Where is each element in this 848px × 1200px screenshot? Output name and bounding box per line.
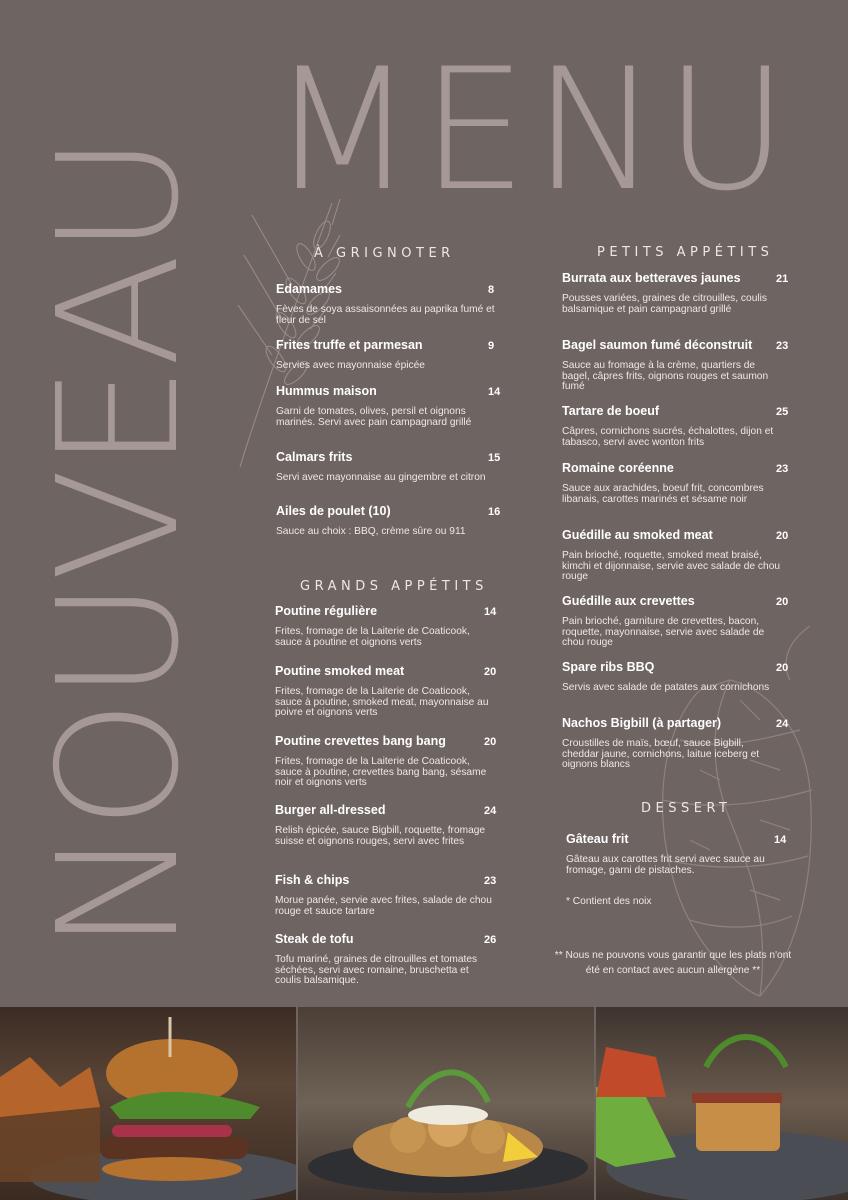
menu-item — [276, 282, 496, 326]
menu-title: MENU — [270, 32, 794, 228]
menu-item-name: Bagel saumon fumé déconstruit — [562, 338, 753, 352]
menu-item — [275, 803, 495, 847]
menu-item-description: Servies avec mayonnaise épicée — [276, 360, 425, 371]
menu-item — [562, 528, 789, 583]
menu-item-description: Sauce aux arachides, boeuf frit, concombres libanais, carottes marinés et sésame noir — [562, 483, 764, 505]
menu-item-name: Guédille aux crevettes — [562, 594, 695, 608]
menu-item-name: Poutine crevettes bang bang — [275, 734, 446, 748]
menu-item-price: 9 — [488, 340, 495, 352]
menu-item-name: Burrata aux betteraves jaunes — [562, 271, 741, 285]
menu-item-description: Fèves de soya assaisonnées au paprika fumé et fleur de sel — [276, 304, 495, 326]
nuts-note: * Contient des noix — [566, 896, 652, 907]
menu-item — [276, 450, 501, 484]
menu-item-price: 23 — [776, 340, 789, 352]
menu-item-price: 26 — [484, 934, 497, 946]
menu-item-name: Nachos Bigbill (à partager) — [562, 716, 722, 730]
menu-item — [276, 338, 496, 372]
menu-item — [562, 461, 789, 505]
menu-item-description: Servis avec salade de patates aux cornichons — [562, 682, 770, 693]
menu-item-description: Gâteau aux carottes frit servi avec sauce au fromage, garni de pistaches. — [566, 854, 765, 876]
menu-item-name: Ailes de poulet (10) — [276, 504, 391, 518]
photo-calamari — [298, 1007, 594, 1200]
menu-item-price: 25 — [776, 406, 789, 418]
menu-item-name: Gâteau frit — [566, 832, 629, 846]
menu-item-description: Servi avec mayonnaise au gingembre et citron — [276, 472, 486, 483]
menu-item-description: Sauce au choix : BBQ, crème sûre ou 911 — [276, 526, 466, 537]
menu-item-name: Poutine smoked meat — [275, 664, 405, 678]
menu-item-price: 20 — [776, 530, 789, 542]
menu-item-name: Edamames — [276, 282, 343, 296]
menu-item — [562, 716, 789, 771]
food-photos — [0, 1007, 848, 1200]
menu-item-description: Pain brioché, garniture de crevettes, bacon, roquette, mayonnaise, servie avec salade de chou rouge — [562, 616, 765, 649]
menu-item-description: Sauce au fromage à la crème, quartiers de bagel, câpres frits, oignons rouges et saumon fumé — [562, 360, 769, 393]
menu-item-price: 20 — [484, 736, 497, 748]
menu-item-description: Tofu mariné, graines de citrouilles et tomates séchées, servi avec romaine, bruschetta et coulis balsamique. — [275, 954, 478, 987]
menu-item-price: 14 — [484, 606, 497, 618]
menu-item — [275, 873, 495, 917]
menu-item-description: Croustilles de maïs, bœuf, sauce Bigbill, cheddar jaune, cornichons, laitue iceberg et oignons blancs — [562, 738, 760, 771]
menu-item — [562, 271, 789, 315]
menu-item-description: Relish épicée, sauce Bigbill, roquette, fromage suisse et oignons rouges, servi avec frites — [275, 825, 486, 847]
menu-item — [275, 932, 495, 987]
photo-burger — [0, 1007, 296, 1200]
section-title-dessert: DESSERT — [641, 801, 732, 816]
menu-item-price: 14 — [774, 834, 787, 846]
menu-item-name: Romaine coréenne — [562, 461, 674, 475]
menu-item — [566, 832, 786, 876]
menu-item-name: Steak de tofu — [275, 932, 354, 946]
menu-item-name: Spare ribs BBQ — [562, 660, 655, 674]
menu-item-description: Morue panée, servie avec frites, salade de chou rouge et sauce tartare — [275, 895, 492, 917]
menu-item — [562, 404, 789, 448]
menu-item — [275, 734, 495, 789]
menu-item — [562, 660, 789, 694]
menu-item-price: 23 — [776, 463, 789, 475]
section-title-grignoter: À GRIGNOTER — [314, 246, 455, 261]
menu-item-description: Pousses variées, graines de citrouilles, coulis balsamique et pain campagnard grillé — [562, 293, 767, 315]
menu-item-price: 16 — [488, 506, 501, 518]
menu-item-name: Calmars frits — [276, 450, 353, 464]
menu-item-price: 24 — [484, 805, 497, 817]
menu-item — [562, 338, 789, 393]
menu-item-name: Burger all-dressed — [275, 803, 386, 817]
menu-item-price: 8 — [488, 284, 495, 296]
menu-item-price: 20 — [776, 662, 789, 674]
menu-item — [562, 594, 789, 649]
menu-item-price: 15 — [488, 452, 501, 464]
menu-item-description: Garni de tomates, olives, persil et oignons marinés. Servi avec pain campagnard grillé — [276, 406, 472, 428]
allergy-note: ** Nous ne pouvons vous garantir que les plats n'ont été en contact avec aucun allergène ** — [554, 950, 792, 976]
menu-item-name: Hummus maison — [276, 384, 377, 398]
menu-item — [276, 384, 501, 428]
menu-item-price: 21 — [776, 273, 789, 285]
menu-item-name: Frites truffe et parmesan — [276, 338, 423, 352]
menu-item-name: Guédille au smoked meat — [562, 528, 713, 542]
menu-item-price: 20 — [484, 666, 497, 678]
menu-item-description: Frites, fromage de la Laiterie de Coaticook, sauce à poutine et oignons verts — [275, 626, 470, 648]
menu-item-name: Tartare de boeuf — [562, 404, 660, 418]
menu-item — [276, 504, 501, 538]
vertical-title: NOUVEAU — [23, 136, 216, 952]
menu-item-price: 20 — [776, 596, 789, 608]
menu-item-description: Câpres, cornichons sucrés, échalottes, dijon et tabasco, servi avec wonton frits — [562, 426, 774, 448]
menu-item-description: Frites, fromage de la Laiterie de Coaticook, sauce à poutine, crevettes bang bang, sésame noir et oignons verts — [275, 756, 487, 789]
menu-item-price: 24 — [776, 718, 789, 730]
menu-item-name: Poutine régulière — [275, 604, 378, 618]
section-title-petits: PETITS APPÉTITS — [597, 245, 774, 260]
menu-item — [275, 604, 495, 648]
menu-item-description: Pain brioché, roquette, smoked meat braisé, kimchi et dijonnaise, servie avec salade de chou rouge — [562, 550, 781, 583]
section-title-grands: GRANDS APPÉTITS — [300, 579, 488, 594]
menu-item-description: Frites, fromage de la Laiterie de Coaticook, sauce à poutine, smoked meat, mayonnaise au poivre et oignons verts — [275, 686, 489, 719]
menu-item-price: 14 — [488, 386, 501, 398]
menu-item-price: 23 — [484, 875, 497, 887]
menu-item — [275, 664, 495, 719]
menu-item-name: Fish & chips — [275, 873, 350, 887]
wheat-illustration — [232, 195, 342, 470]
photo-tofu — [596, 1007, 848, 1200]
